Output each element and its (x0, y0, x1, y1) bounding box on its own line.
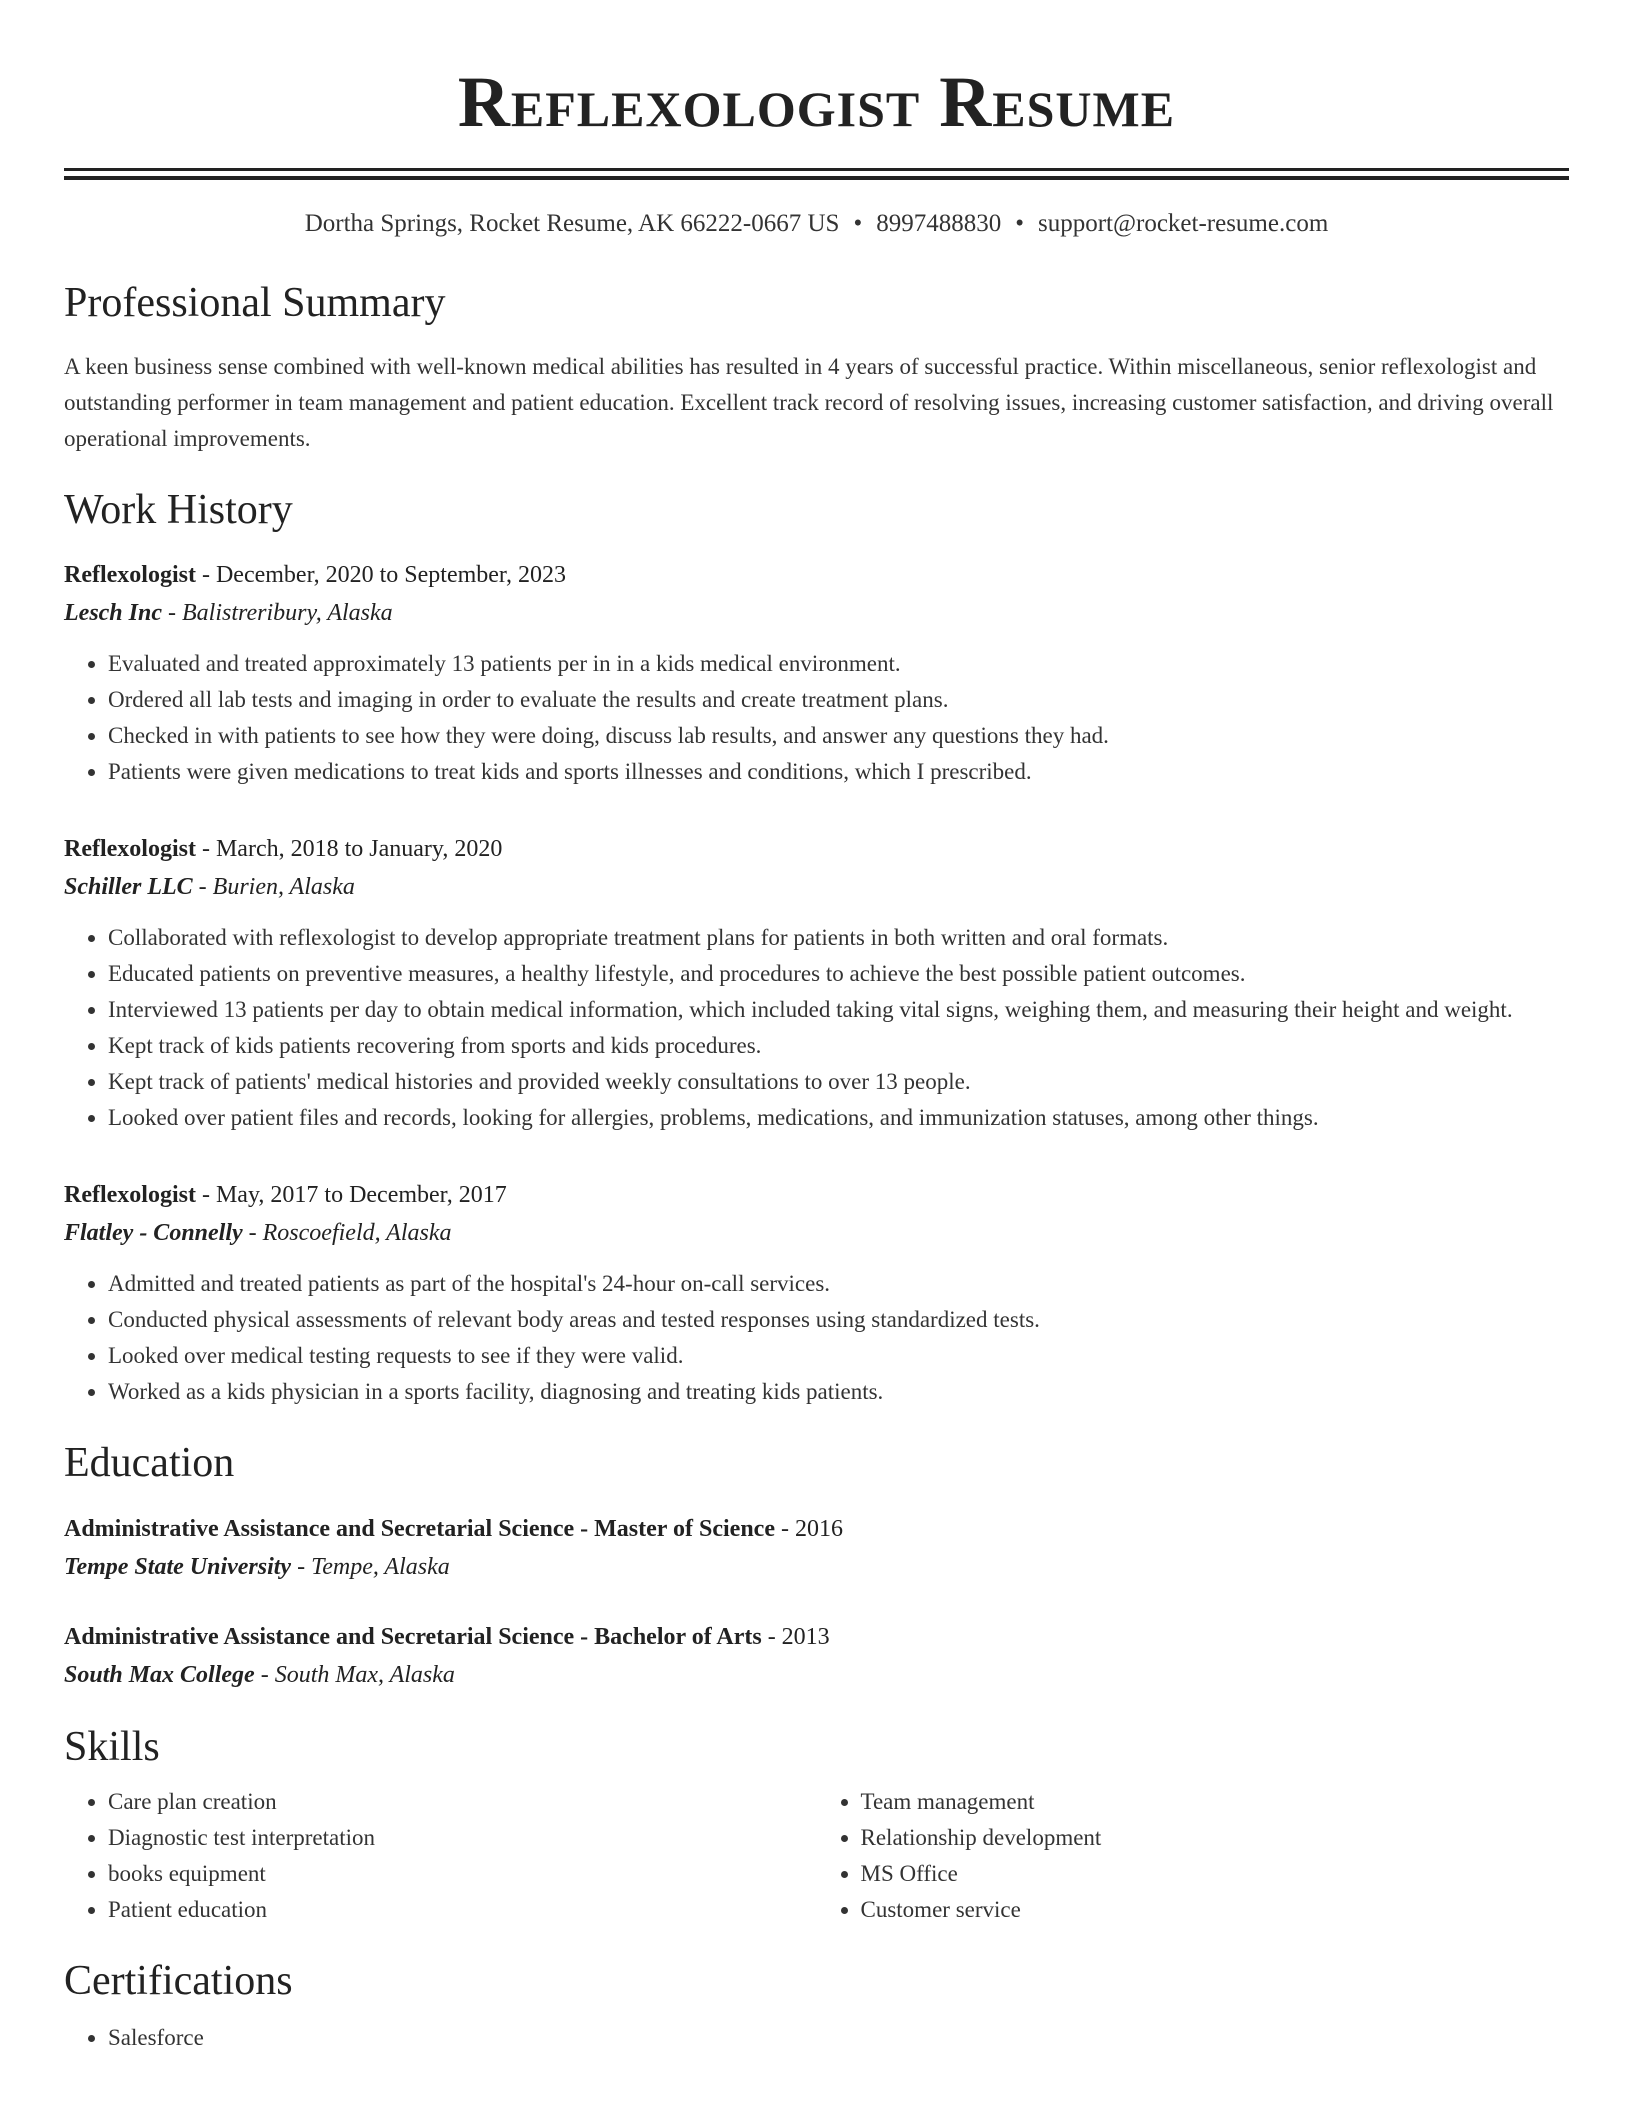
skills-grid (64, 1784, 1569, 1928)
job-dates: - March, 2018 to January, 2020 (195, 836, 503, 862)
resume-page (64, 0, 1569, 2056)
job-dates: - May, 2017 to December, 2017 (195, 1182, 507, 1208)
education-entry (64, 1618, 1569, 1694)
job-dates: - December, 2020 to September, 2023 (195, 562, 566, 588)
list-item: • books equipment (108, 1856, 817, 1892)
job-company: Lesch Inc (64, 600, 162, 626)
job-header (64, 830, 1569, 868)
resume-title: Reflexologist Resume (457, 62, 1176, 142)
list-item: • Worked as a kids physician in a sports facility, diagnosing and treating kids patients. (108, 1374, 1569, 1410)
list-item: • Patient education (108, 1892, 817, 1928)
skills-list-left (64, 1784, 817, 1928)
education-school-line (64, 1656, 1569, 1694)
contact-phone: 8997488830 (876, 210, 1002, 237)
contact-email[interactable]: support@rocket-resume.com (1037, 210, 1329, 237)
job-company-line (64, 1214, 1569, 1252)
job-duties-list (64, 920, 1569, 1136)
education-year: - 2013 (761, 1624, 830, 1650)
job-header (64, 1176, 1569, 1214)
job-duties-list (64, 1266, 1569, 1410)
list-item: • Customer service (861, 1892, 1570, 1928)
education-location: - Tempe, Alaska (291, 1554, 450, 1580)
list-item: • Ordered all lab tests and imaging in order to evaluate the results and create treatment plans. (108, 682, 1569, 718)
summary-text: A keen business sense combined with well-known medical abilities has resulted in 4 years of successful practice. Within miscellaneous, senior reflexologist and outstanding performer in team management and patient education. Excellent track record of resolving issues, increasing customer satisfaction, and driving overall operational improvements. (64, 354, 1554, 451)
certifications-heading: Certifications (64, 1958, 293, 2004)
education-location: - South Max, Alaska (254, 1662, 455, 1688)
education-degree: Administrative Assistance and Secretarial Science - Master of Science (64, 1516, 775, 1542)
work-history-heading: Work History (64, 487, 293, 533)
job-entry (64, 556, 1569, 790)
job-role: Reflexologist (64, 562, 196, 588)
list-item: • Checked in with patients to see how they were doing, discuss lab results, and answer any questions they had. (108, 718, 1569, 754)
education-header (64, 1510, 1569, 1548)
job-location: - Balistreribury, Alaska (162, 600, 393, 626)
job-company: Schiller LLC (64, 874, 193, 900)
certifications-list (64, 2020, 1569, 2056)
list-item: • Looked over patient files and records, looking for allergies, problems, medications, and immunization statuses, among other things. (108, 1100, 1569, 1136)
list-item: • Looked over medical testing requests to see if they were valid. (108, 1338, 1569, 1374)
job-duties-list (64, 646, 1569, 790)
list-item: • Relationship development (861, 1820, 1570, 1856)
education-entry (64, 1510, 1569, 1586)
education-header (64, 1618, 1569, 1656)
list-item: • Patients were given medications to treat kids and sports illnesses and conditions, which I prescribed. (108, 754, 1569, 790)
job-header (64, 556, 1569, 594)
job-entry (64, 830, 1569, 1136)
education-year: - 2016 (774, 1516, 843, 1542)
list-item: • Admitted and treated patients as part of the hospital's 24-hour on-call services. (108, 1266, 1569, 1302)
list-item: • Team management (861, 1784, 1570, 1820)
list-item: • Evaluated and treated approximately 13 patients per in in a kids medical environment. (108, 646, 1569, 682)
skills-heading: Skills (64, 1724, 160, 1770)
summary-heading: Professional Summary (64, 280, 446, 326)
job-company-line (64, 594, 1569, 632)
job-entry (64, 1176, 1569, 1410)
job-company-line (64, 868, 1569, 906)
list-item: • Collaborated with reflexologist to develop appropriate treatment plans for patients in both written and oral formats. (108, 920, 1569, 956)
title-divider-bottom (64, 176, 1569, 180)
contact-address: Dortha Springs, Rocket Resume, AK 66222-0667 US (304, 210, 840, 237)
education-school: Tempe State University (64, 1554, 292, 1580)
job-location: - Roscoefield, Alaska (242, 1220, 452, 1246)
contact-line (64, 208, 1569, 240)
list-item: • Conducted physical assessments of relevant body areas and tested responses using standardized tests. (108, 1302, 1569, 1338)
skills-list-right (817, 1784, 1570, 1928)
list-item: • Interviewed 13 patients per day to obtain medical information, which included taking vital signs, weighing them, and measuring their height and weight. (108, 992, 1569, 1028)
education-school: South Max College (64, 1662, 255, 1688)
education-degree: Administrative Assistance and Secretarial Science - Bachelor of Arts (64, 1624, 762, 1650)
list-item: • Diagnostic test interpretation (108, 1820, 817, 1856)
list-item: • MS Office (861, 1856, 1570, 1892)
job-company: Flatley - Connelly (64, 1220, 243, 1246)
list-item: • Kept track of kids patients recovering from sports and kids procedures. (108, 1028, 1569, 1064)
list-item: • Kept track of patients' medical histories and provided weekly consultations to over 13 people. (108, 1064, 1569, 1100)
contact-separator: • (853, 210, 863, 237)
list-item: • Care plan creation (108, 1784, 817, 1820)
list-item: • Salesforce (108, 2020, 1569, 2056)
job-role: Reflexologist (64, 1182, 196, 1208)
list-item: • Educated patients on preventive measures, a healthy lifestyle, and procedures to achieve the best possible patient outcomes. (108, 956, 1569, 992)
education-heading: Education (64, 1440, 235, 1486)
job-location: - Burien, Alaska (192, 874, 355, 900)
job-role: Reflexologist (64, 836, 196, 862)
contact-separator: • (1015, 210, 1024, 237)
education-school-line (64, 1548, 1569, 1586)
title-divider-top (64, 168, 1569, 171)
